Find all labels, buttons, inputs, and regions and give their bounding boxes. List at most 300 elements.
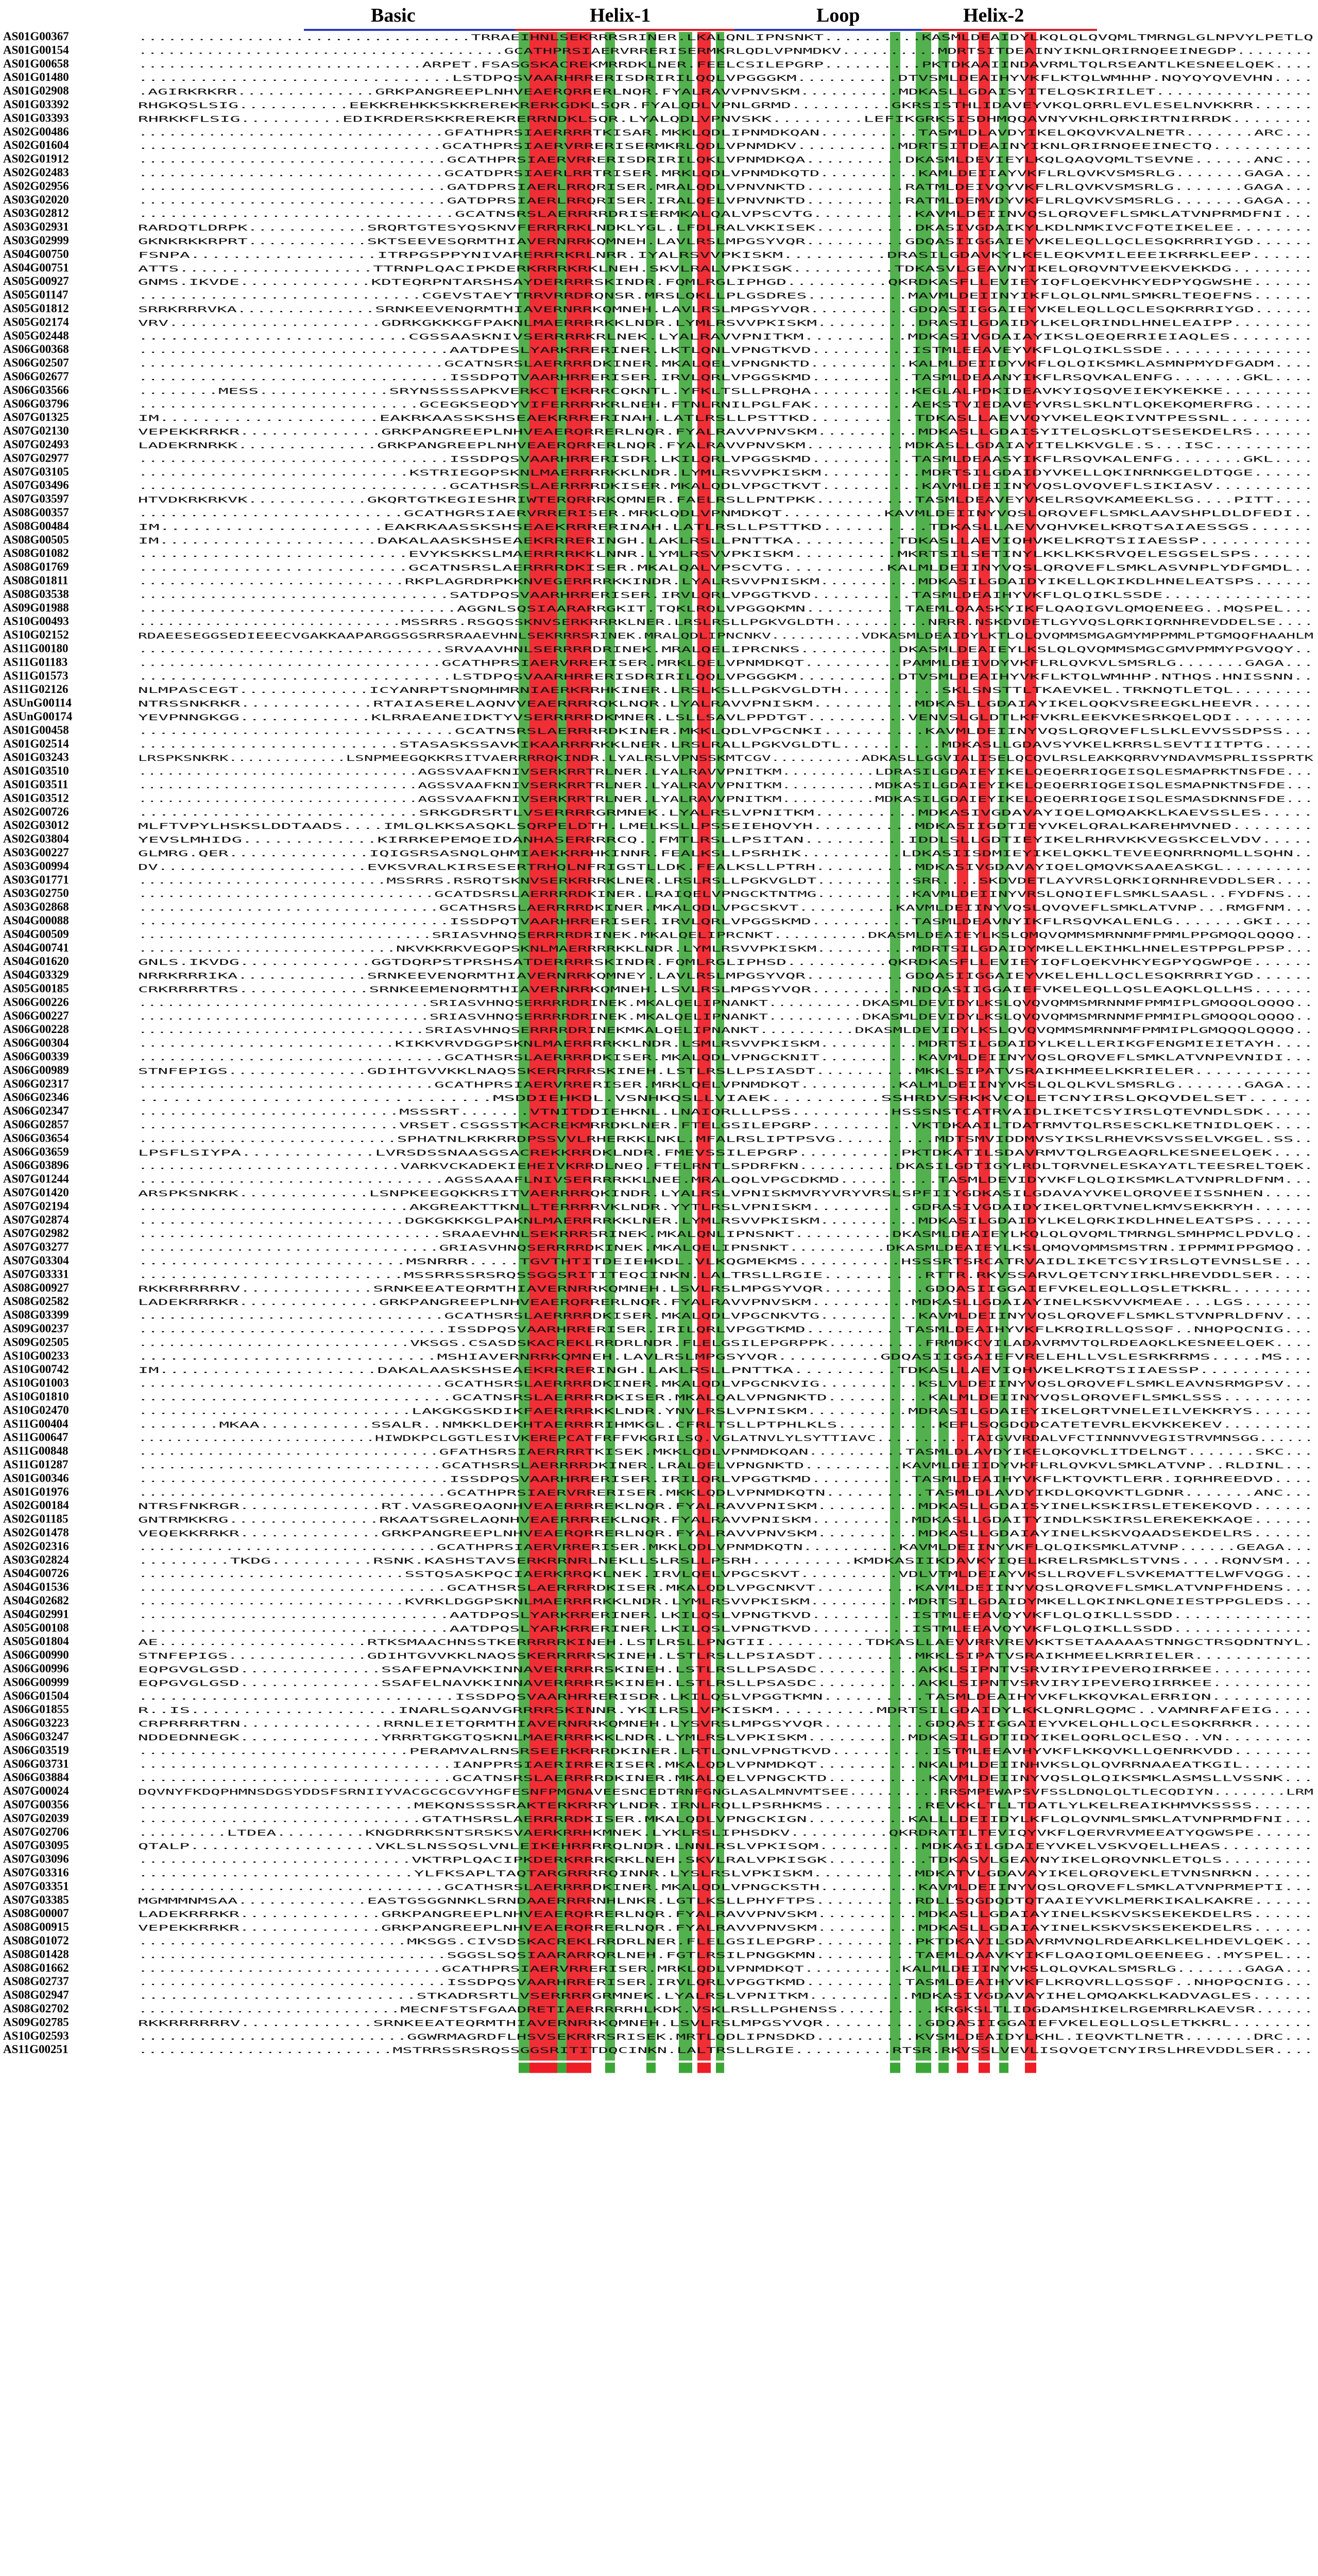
sequence-residues: RKKRRRRRRV.............SRNKEEATEQRMTHIAVERNRRKQMNEH.LSVLRSLMPGSYVQR..........GDQASIIGGAIEFVKELEQLLQSLETKKRL........	[138, 1283, 1313, 1294]
sequence-residues: NTRSFNKRGR..............RT.VASGREQAQNHVEAERRRREKLNQR.FYALRAVVPNISKM..........MDKASLLGDAISYINELKSKIRSLETEKEKQVD......	[138, 1501, 1313, 1512]
sequence-residues: MGMMMNMSAA.............EASTGSGGNNKLSRNDAAERRRRNHLNKR.LGTLKSLLPHYFTPS..........RDLLSQGDQDTQTAAIEYVKLMERKIKALKAKRE......	[138, 1895, 1313, 1906]
sequence-residues: VEQEKKRRKR..............GRKPANGREEPLNHVEAERQRRERLNQR.FYALRAVVPNVSKM..........MDKASLLGDAIAYINELKSKVQAADSEKDELRS......	[138, 1529, 1313, 1538]
sequence-residues: ...............................GCATNSRSLAERRRRDKINER.MKALQELVPNGCKTD..........KAVMLDEIINYVQSLQLQIKSMKLASMSLLVSSNK...	[138, 1773, 1313, 1784]
sequence-residues: ..........................MSSRRSSRSRQSSGGSRITITEQCINKN.LALTRSLLRGIE..........RTTR.RKVSSARVLQETCNYIRKLHREVDDLSER....	[138, 1270, 1313, 1280]
consensus-block	[938, 2063, 949, 2073]
consensus-block	[519, 2063, 529, 2073]
sequence-residues: AE.....................RTKSMAACHNSSTKERRRRRKINEH.LSTLRSLLPNGTII..........TDKASLLAEVVRRVREVKKTSETAAAAASTNNGCTRSQDNTNYL.	[138, 1637, 1313, 1648]
sequence-id: AS06G01855	[3, 1703, 69, 1716]
sequence-id: AS05G00927	[3, 275, 69, 288]
sequence-residues: ...........................DGKGKKKGLPAKNLMAERRRRKKLNER.LYMLRSVVPKISKM..........MDKASILGDAIDYLKELQRKIKDLHNELEATSPS......	[138, 1215, 1313, 1226]
sequence-residues: IM.....................EAKRKAASSKSHSEAEKRRRERINAH.LATLRSLLPSTTKD..........TDKASLLAEVVQHVKELKRQTSAIAESSGS......	[138, 522, 1313, 532]
sequence-id: AS08G01428	[3, 1947, 69, 1961]
sequence-id: AS01G01480	[3, 71, 69, 84]
sequence-id: AS06G03223	[3, 1716, 69, 1730]
sequence-id: AS01G03510	[3, 764, 69, 777]
consensus-block	[999, 2063, 1008, 2073]
sequence-id: AS04G00751	[3, 261, 69, 274]
sequence-residues: STNFEPIGS..............GDIHTGVVKKLNAQSSKERRRRRSKINEH.LSTLRSLLPSIASDT..........MKKLSIPATVSRAIKHMEELKKRIELER............	[138, 1066, 1313, 1076]
sequence-residues: STNFEPIGS..............GDIHTGVVKKLNAQSSKERRRRRSKINEH.LSTLRSLLPSIASDT..........MKKLSIPATVSRAIKHMEELKRRIELER............	[138, 1651, 1313, 1661]
sequence-id: AS10G00742	[3, 1363, 69, 1376]
sequence-id: AS02G01478	[3, 1526, 69, 1539]
consensus-block	[580, 2063, 591, 2073]
consensus-block	[543, 2063, 557, 2073]
sequence-id: AS05G01812	[3, 302, 69, 315]
sequence-id: AS01G00658	[3, 57, 69, 70]
sequence-residues: ...............................SRVAAVHNLSERRRRDRINEK.MRALQELIPRCNKS..........DKASMLDEAIEYLKSLQLQVQMMSMGCGMVPMMYPGVQQY..	[138, 645, 1313, 654]
sequence-id: AS07G01244	[3, 1172, 69, 1185]
sequence-residues: ................................AGGNLSQSIAARARRGKIT.TQKLRQLVPGGQKMN..........TAEMLQAASKYIKFLQAQIGVLQMQENEEG..MQSPEL...	[138, 603, 1313, 614]
sequence-residues: ...............................GCATHSRSLAERRRRDKISER.MKALQDLVPGCNKVTG..........KAVMLDEIINYVQSLQRQVEFLSMKLSTVNPRLDFNV...	[138, 1311, 1313, 1321]
sequence-residues: ...........................MEKQNSSSSRAKTERKRRRYLNDR.IRNLRQLLPSRHKMS..........REVKKLTLLTDATLYLKELREAIKHMVKSSSS......	[138, 1801, 1313, 1810]
sequence-id: AS02G03804	[3, 832, 69, 845]
sequence-residues: ...............................AATDPQSLYARKRRERINER.LKILQSLVPNGTKVD..........ISTMLEEAVQYVKFLQLQIKLLSSDD..............	[138, 1623, 1313, 1634]
sequence-id: AS11G01183	[3, 655, 68, 669]
sequence-id: ASUnG00174	[3, 710, 73, 723]
sequence-id: AS02G00486	[3, 125, 69, 138]
sequence-residues: ..........................MSNRRR.....TGVTHTITDEIEHKDL.VLKQGMEKMS..........HSSSRTSRCATRVAIDLIKETCSYIRSLQTEVNSLSE...	[138, 1257, 1313, 1266]
sequence-id: AS08G00007	[3, 1907, 69, 1920]
sequence-id: AS07G00024	[3, 1784, 69, 1798]
consensus-block	[716, 2063, 724, 2073]
consensus-block	[890, 2063, 900, 2073]
sequence-id: AS05G00108	[3, 1621, 69, 1634]
sequence-residues: GNMS.IKVDE.............KDTEQRPNTARSHSAYDERRRRSKINDR.FQMLRGLIPHGD..........QKRDKASFLLEVIEYIQFLQEKVHKYEDPYQGWSHE......	[138, 277, 1313, 287]
sequence-residues: ..........................STASASKSSAVKIKAARRRRKKLNER.LRSLRALLPGKVGLDTL..........MDKASLLGDAVSYVKELKRRSLSEVTIITPTG.....	[138, 739, 1313, 750]
sequence-id: AS05G01804	[3, 1635, 69, 1648]
sequence-id: AS02G01912	[3, 152, 69, 165]
sequence-residues: ...............................GCATHSRSLAERRRRDKINER.LRALQELVPNGNKTD..........KAVMLDEIIDYVKFLRLQVKVLSMKLATVNP..RLDINL...	[138, 1461, 1313, 1470]
sequence-id: AS08G00505	[3, 533, 69, 546]
sequence-residues: NDDEDNNEGK..............YRRRTGKGTQSKNLMAERRRRKKLNDR.LYMLRSLVPKISKM..........MDKASILGDTIDYIKELQQRLQCLESQ..VN.........	[138, 1733, 1313, 1742]
sequence-id: AS01G02514	[3, 737, 69, 750]
sequence-residues: ...............................ISSDPQSVAARHRRERISER.IRVLQRLVPGGTKMD..........TASMLDEAIHYVKFLKRQVRLLQSSQF..NHQPQCNIG...	[138, 1977, 1313, 1988]
sequence-residues: ...............................ISSDPQSVAARHRRERISER.IRILQRLVPGGTKMD..........TASMLDEAIHYVKFLKRQIRLLQSSQF..NHQPQCNIG...	[138, 1325, 1313, 1334]
sequence-residues: ..........................MSSSRT.......VTNITDDIEHKNL.LNAIQRLLLPSS..........HSSSNSTCATRVAIDLIKETCSYIRSLQTEVNDLSDK.....	[138, 1107, 1313, 1117]
sequence-id: AS03G02931	[3, 220, 69, 233]
sequence-id: AS08G01662	[3, 1961, 69, 1974]
sequence-residues: IM.....................DAKALAASKSHSEAEKRRRERINGH.LAKLRSLLPNTTKA..........TDKASLLAEVIQHVKELKRQTSIIAESSP...........	[138, 535, 1313, 546]
sequence-residues: RDAEESEGGSEDIEEECVGAKKAAPARGGSGSRRSRAAEVHNLSEKRRRSRINEK.MRALQDLIPNCNKV..........VDKASMLDEAIDYLKTLQLQVQMMSMGAGMYMPPMMLPTGMQQFHAAHLM	[138, 631, 1313, 641]
consensus-block	[979, 2063, 990, 2073]
sequence-id: AS06G03566	[3, 383, 69, 397]
sequence-id: AS11G00848	[3, 1444, 69, 1458]
sequence-id: AS03G02868	[3, 900, 69, 913]
sequence-residues: ...............................ISSDPQSVAARHRRERISER.IRILQRLVPGGTKMD..........TASMLDEAIHYVKFLKTQVKTLERR.IQRHREEDVD....	[138, 1474, 1313, 1484]
sequence-residues: ...............................GATDPRSIAERLRRQRISER.IRALQELVPNVNKTD..........RATMLDEMVDYVKFLRLQVKVSMSRLG.......GAGA...	[138, 195, 1313, 206]
sequence-residues: ...............................GCATHSRSLAERRRRDKINER.MKALQDLVPGCNKVIG..........KSLVLDEIINYVQSLQRQVEFLSMKLEAVNSRMGPSV...	[138, 1379, 1313, 1389]
sequence-residues: ...............................GCATHPRSIAERVRRERISER.MRKLQELVPNMDKQT..........PAMMLDEIVDYVKFLRLQVKVLSMSRLG.......GAGA...	[138, 658, 1313, 668]
consensus-block	[697, 2063, 711, 2073]
sequence-residues: ..........................GCATHGRSIAERVRRERISER.MRKLQDLVPNMDKQT..........KAVMLDEIINYVQSLQRQVEFLSMKLAAVSHPLDLDFEDI..	[138, 509, 1313, 518]
sequence-residues: ...............................GCATHPRSIAERVRRERISER.MRKLQDLVPNMDKQT..........KALMLDEIINYVKSLQLQVKALSMSRLG.......GAGA...	[138, 1963, 1313, 1974]
sequence-id: AS04G00726	[3, 1567, 69, 1580]
sequence-id: AS03G02020	[3, 193, 69, 206]
consensus-block	[646, 2063, 656, 2073]
sequence-id: AS06G00304	[3, 1036, 69, 1049]
sequence-id: AS10G02152	[3, 628, 69, 641]
sequence-id: AS06G03654	[3, 1131, 69, 1145]
sequence-id: AS01G00154	[3, 43, 69, 57]
sequence-residues: ...............................GCATHSRSLAERRRRDKISER.MKALQDLVPGCTKVT..........KAVMLDEIINYVQSLQVQVEFLSIKIASV..........	[138, 481, 1313, 492]
sequence-residues: ...............................GATDPRSIAERLRRQRISER.MRALQDLVPNVNKTD..........RATMLDEIVQYVKFLRLQVKVSMSRLG.......GAGA...	[138, 182, 1313, 192]
sequence-id: AS11G01287	[3, 1458, 69, 1471]
sequence-id: AS08G00357	[3, 506, 69, 519]
sequence-residues: DV.....................EVKSVRALKIRSESERTRHQLNFRIGSTLLDK.FEALKSLLPTRH..........MDKASIVGDAVAYIQELQMQVKSAAEASKGL.........	[138, 862, 1313, 872]
sequence-id: AS01G03511	[3, 778, 69, 791]
sequence-id: AS07G03331	[3, 1267, 69, 1281]
sequence-id: AS04G01536	[3, 1580, 69, 1594]
sequence-residues: ...........................VARKVCKADEKIEHEIVKRRDLNEQ.FTELRNTLSPDRFKN..........DKASILGDTIGYLRDLTQRVNELESKAYATLTEESRELTQEK.	[138, 1161, 1313, 1172]
sequence-residues: ...............................GRIASVHNQSERRRRDKINEK.MKALQELIPNSNKT..........DKASMLDEAIEYLKSLQMQVQMMSMSTRN.IPPMMIPPGMQQ..	[138, 1243, 1313, 1253]
sequence-id: AS06G03659	[3, 1145, 69, 1158]
sequence-id: AS07G02982	[3, 1227, 69, 1240]
sequence-residues: ...........................NKVKKRKVEGQPSKNLMAERRRRKKLNDR.LYMLRSVVPKISKM..........MDRTSILGDAIDYMKELLEKIHKLHNELESTPPGLPPSP...	[138, 943, 1313, 954]
sequence-id: AS08G03399	[3, 1308, 69, 1321]
region-label-helix-1: Helix-1	[590, 5, 651, 26]
sequence-residues: ............................GCEGKSEQDYVIFERRRRKRLNEH.FTNLRNILPGLFAK..........AEKSTVIEDAVEYVRSLSKLNTLQKEKQMERFRG......	[138, 399, 1313, 410]
sequence-residues: ..............................GCATHPRSIAERVRRERISER.MRKLQELVPNMDKQT..........KALMLDEIINYVKSLQLQLKVLSMSRLG.......GAGA...	[138, 1079, 1313, 1090]
sequence-id: AS06G02857	[3, 1118, 69, 1131]
sequence-residues: RKKRRRRRRV.............SRNKEEATEQRMTHIAVERNRRKQMNEH.LSVLRSLMPGSYVQR..........GDQASIIGGAIEFVKELEQLLQSLETKKRL........	[138, 2018, 1313, 2028]
sequence-id: AS08G02582	[3, 1295, 69, 1308]
sequence-id: AS07G03277	[3, 1240, 69, 1253]
sequence-id: AS07G03597	[3, 492, 69, 505]
sequence-residues: ...............................GCATHPRSIAERVRRERISER.MKKLQDLVPNMDKQTN..........TASMLDLAVDYIKDLQKQVKTLGDNR.......ANC...	[138, 1487, 1313, 1498]
sequence-residues: ...............................ISSDPQSVAARHRRERISDR.LKILQSLVPGGTKMN..........TASMLDEAIHYVKFLKKQVKALERRIQN..........	[138, 1691, 1313, 1702]
sequence-id: AS04G00088	[3, 914, 69, 927]
sequence-id: AS04G03329	[3, 968, 69, 981]
sequence-id: AS07G03496	[3, 479, 69, 492]
sequence-id: AS02G01604	[3, 139, 69, 152]
sequence-residues: VEPEKKRRKR..............GRKPANGREEPLNHVEAERQRRERLNQR.FYALRAVVPNVSKM..........MDKASLLGDAIAYINELKSKVSKSEKEKDELRS......	[138, 1923, 1313, 1933]
consensus-block	[605, 2063, 615, 2073]
consensus-block	[1025, 2063, 1036, 2073]
sequence-residues: ...........................SSTQSASKPQCIAERKRRQKLNEK.IRVLQELVPGCSKVT..........VDLVTMLDEIAYVKSLLRQVEFLSVKEMATTELWFVQGG...	[138, 1569, 1313, 1580]
sequence-id: AS01G00346	[3, 1471, 69, 1485]
sequence-id: AS08G01811	[3, 574, 69, 587]
sequence-residues: ...............................GCATHSRSLAERRRRDKISER.MKALQDLVPGCNKVT..........KAVMLDEIINYVQSLQRQVEFLSMKLATVNPFHDENS...	[138, 1583, 1313, 1593]
sequence-id: AS01G02908	[3, 84, 69, 97]
sequence-id: AS07G02706	[3, 1825, 69, 1838]
sequence-id: AS07G02874	[3, 1213, 69, 1226]
sequence-residues: ...........................STKADRSRTLVSERRRRGRMNEK.LYALRSLVPNITKM..........MDKASIVGDAVAYIHELQMQAKKLKADVAGLES......	[138, 1991, 1313, 2001]
sequence-residues: ...............................SRIASVHNQSERRRRDRINEK.MKALQELIPRCNKT..........DKASMLDEAIEYLKSLQMQVQMMSMRNNMFPMMLPPGMQQLQQQQ..	[138, 930, 1313, 940]
consensus-block	[957, 2063, 968, 2073]
sequence-id: AS06G02507	[3, 356, 69, 369]
sequence-residues: ..........................MSSRRS.RSRQTSKNVSERKRRRKLNER.LRSLRSLLPGKVGLDT..........SRR....SKDVDETLAYVRSLQRKIQRNHREVDDLSER....	[138, 875, 1313, 886]
sequence-id: AS06G00228	[3, 1023, 69, 1036]
sequence-id: AS05G01147	[3, 288, 69, 301]
sequence-id: AS06G03896	[3, 1159, 69, 1172]
sequence-residues: ..........................CGSSAASKNIVSERRRRKRLNEK.LYALRAVVPNITKM..........MDKASIVGDAIAYIKSLQEQERRIEIAQLES........	[138, 331, 1313, 342]
sequence-residues: ...........................SRKGDRSRTLVSERRRRGRMNEK.LYALRSLVPNITKM..........MDKASIVGDAVAYIQELQMQAKKLKAEVSSLES.....	[138, 807, 1313, 818]
sequence-id: AS01G00458	[3, 723, 69, 737]
sequence-residues: LRSPKSNKRK.............LSNPMEEGQKKRSITVAERRRRQKINDR.LYALRSLVPNSSKMTCGV..........ADKASLLGGVIALISELQCQVLRSLEAKKQRRVYNDAVMSPRLISSPRTK	[138, 753, 1314, 764]
sequence-residues: ...........................VKTRPLQACIPKDERKRRRKRKLNEH.SKVLRALVPKISGK..........TDKASVLGEAVNYIKELQRQVNKLETQLS.........	[138, 1855, 1313, 1865]
sequence-residues: NTRSSNKRKR.............RTAIASERELAQNVVEAERRRRQKLNQR.LYALRAVVPNISKM..........MDKASLLGDAIAYIKELQQKVSREEGKLHEEVR......	[138, 699, 1313, 709]
region-label-basic: Basic	[371, 5, 416, 26]
sequence-residues: ...............................GCATNSRSLAERRRRDRISERMKALQALVPSCVTG..........KAVMLDEIINVQSLQRQVEFLSMKLATVNPRMDFNI...	[138, 209, 1313, 219]
sequence-id: AS08G01769	[3, 560, 69, 573]
sequence-residues: .............................MSHIAVERNRRKQMNEH.LAVLRSLMPGSYVQR..........GDQASIIGGAIEFVRELEHLLVSLESRKRRMS.....MS...	[138, 1351, 1313, 1362]
sequence-residues: ...............................SRIASVHNQSERRRRDRINEK.MKALQELIPNANKT..........DKASMLDEVIDYLKSLQVQVQMMSMRNNMFPMMIPLGMQQQLQQQQ..	[138, 1011, 1313, 1022]
sequence-residues: QTALP..................VKLSLNSSQSLVNLEIKEHRRRRQLNDR.LNNLRSLVPKISQM..........MDKAGILGDAIEYVKELVSKVQELLHEAS.........	[138, 1841, 1313, 1852]
sequence-id: AS02G02483	[3, 166, 69, 179]
sequence-id: AS02G03012	[3, 819, 69, 832]
sequence-residues: ........MESS.............SRYNSSSSAPKVERKCTEKRRRCQKNTL.YFKLTSLLPRQHA..........KEGLALPDKIDEAVKYIQSQVEIEKYKEKKE.........	[138, 386, 1313, 396]
sequence-residues: ...............................SRAAEVHNLSEKRRRSRINEK.MKALQNLIPNSNKT..........DKASMLDEAIEYLKQLQLQVQMLTMRNGLSMHPMCLPDVLQ..	[138, 1229, 1313, 1240]
sequence-id: AS01G00367	[3, 30, 69, 43]
sequence-id: AS03G02999	[3, 234, 69, 247]
sequence-id: AS08G02702	[3, 2002, 69, 2015]
sequence-residues: GKNKRKKRPRT............SKTSEEVESQRMTHIAVERNRRKQMNEH.LAVLRSLMPGSYVQR..........GDQASIIGGAIEYVKELEQLLQCLESQKRRRIYGD......	[138, 236, 1313, 246]
sequence-residues: MLFTVPYLHSKSLDDTAADS....IMLQLKKSASQKLSQRPELDTH.LMELKSLLPSSEIEHQVYH..........MDKASIIGDTIEYVKELQRALKAREHMVNED........	[138, 821, 1313, 832]
sequence-residues: GNTRMKKRG...............RKAATSGRELAQNHVEAERRRREKLNQR.FYALRAVVPNISKM..........MDKASLLGDAITYINDLKSKIRSLEREKEKKAQE......	[138, 1515, 1313, 1525]
sequence-id: AS08G03538	[3, 587, 69, 601]
sequence-id: AS07G03316	[3, 1866, 69, 1879]
sequence-residues: ..........................GCATNSRSLAERRRRDKISER.MKALQALVPSCVTG..........KALMLDEIINYVQSLQRQVEFLSMKLASVNPLYDFGMDL..	[138, 563, 1313, 573]
sequence-residues: ..........................MSTRRSSRSRQSSGGSRITITDQCINKN.LALTRSLLRGIE..........RTSR.RKVSSLVEVLISQVQETCNYIRSLHREVDDLSER....	[138, 2045, 1313, 2056]
sequence-residues: ..........................EVYKSKKSLMAERRRRKKLNNR.LYMLRSVVPKISKM..........MKRTSILSETINYLKKLKKSRVQELESGSELSPS......	[138, 549, 1313, 560]
sequence-residues: ...............................GCATHSRSLAERRRRDKISER.MKALQDLVPNGCKNIT..........KAVMLDEIINYVQSLQRQVEFLSMKLATVNPEVNIDI...	[138, 1053, 1313, 1062]
sequence-id: AS11G00404	[3, 1417, 69, 1430]
sequence-residues: ATTS...................TTRNPLQACIPKDERKRRRKRKLNEH.SKVLRALVPKISGK..........TDKASVLGEAVNYIKELQRQVNTVEEKVEKKDG........	[138, 263, 1313, 274]
sequence-residues: ..............................AGSSVAAFKNIVSERKRRTRLNER.LYALRAVVPNITKM..........MDKASILGDAIEYIKELQEQERRIQGEISQLESMASDKNNSFDE...	[138, 794, 1313, 804]
sequence-residues: GNLS.IKVDG.............GGTDQRPSTPRSHSATDERRRRSKINDR.FQMLRGLIPHSD..........QKRDKASFLLEVIEYIQFLQEKVHKYEGPYQGWPQE......	[138, 957, 1313, 968]
sequence-residues: ...............................SGGSLSQSIAARARRQRLNEH.FGTLRSILPNGGKMN..........TAEMLQAAVKYIKFLQAQIQMLQEENEEG..MYSPEL...	[138, 1950, 1313, 1960]
sequence-id: AS02G00184	[3, 1499, 69, 1512]
sequence-residues: ..............................AGSSVAAFKNIVSERKRRTRLNER.LYALRAVVPNITKM..........LDRASILGDAIEYIKELQEQERRIQGEISQLESMAPRKTNSFDE...	[138, 767, 1313, 777]
sequence-id: AS06G00999	[3, 1675, 69, 1689]
sequence-residues: CRKRRRRTRS.............SRNKEEMENQRMTHIAVERNRRKQMNEH.LSVLRSLMPGSYVQR..........NDQASIIGGAIEFVKELEQLLQSLEAQKLQLLHS......	[138, 985, 1313, 994]
sequence-id: AS06G03731	[3, 1757, 69, 1770]
sequence-id: AS08G01072	[3, 1934, 69, 1947]
sequence-residues: ...............................GCATDPRSIAERLRRTRISER.MRKLQDLVPNMDKQTD..........KAMLDEIIAYVKFLRLQVKVSMSRLG.......GAGA...	[138, 168, 1313, 178]
sequence-id: AS07G02493	[3, 438, 69, 451]
sequence-id: AS07G03095	[3, 1839, 69, 1852]
sequence-residues: ...............................GCATDSRSLAERRRRDKINER.LRAIQELVPNGCKTNTMG..........KAVMLDEIINYVRSLQNQIEFLSMKLSAASL..FYDFNS...	[138, 889, 1313, 900]
sequence-residues: ...............................GCATHSRSLAERRRRDKINER.MKALQDLVPGCSKVT..........KAVMLDEIINYVQSLQVQVEFLSMKLATVNP...RMGFNM...	[138, 903, 1313, 913]
sequence-residues: ...............................GCATHSRSLAERRRRDKINER.MKALQDLVPNGCKSTH..........KAVMLDEIINYVQSLQRQVEFLSMKLATVNPRMEPTI...	[138, 1882, 1313, 1892]
sequence-id: AS06G02317	[3, 1077, 69, 1090]
sequence-id: AS05G02174	[3, 315, 69, 329]
sequence-id: AS07G03105	[3, 465, 69, 478]
sequence-residues: LADEKRRRKR..............GRKPANGREEPLNHVEAERQRRERLNQR.FYALRAVVPNVSKM..........MDKASLLGDAIAYINELKSKVSKSEKEKDELRS......	[138, 1909, 1313, 1920]
sequence-id: AS08G00484	[3, 519, 69, 533]
sequence-id: AS03G01771	[3, 873, 69, 886]
sequence-id: AS11G01573	[3, 669, 69, 682]
sequence-residues: ..........................VRSET.CSGSSTKACREKMRRDKLNER.FTELGSILEPGRP..........VKTDKAAILTDATRMVTQLRSESCKLKETNIDLQEK....	[138, 1121, 1313, 1130]
sequence-id: AS09G02505	[3, 1335, 69, 1349]
sequence-id: AS06G00368	[3, 343, 69, 356]
consensus-block	[916, 2063, 931, 2073]
sequence-residues: VRV.....................GDRKGKKKGFPAKNLMAERRRRKKLNDR.LYMLRSVVPKISKM..........DRASILGDAIDYLKELQRINDLHNELEAIPP........	[138, 318, 1313, 328]
sequence-id: AS10G02470	[3, 1403, 69, 1417]
sequence-residues: ...............................GFATHSRSIAERRRRTKISEK.MKKLQDLVPNMDKQAN..........TASMLDLAVDYIKELQKQVKLITDELNGT.......SKC...	[138, 1447, 1313, 1457]
sequence-id: AS01G01976	[3, 1485, 69, 1498]
sequence-residues: ..................................TRRAEIHNLSEKRRRSRINER.LKALQNLIPNSNKT..........KASMLDEAIDYLKQLQLQVQMLTMRNGLGLNPVYLPETLQ	[138, 32, 1313, 42]
sequence-residues: ...............................GCATNSRSLAERRRRDKISER.MKALQALVPNGNKTD..........KALMLDEIINYVQSLQRQVEFLSMKLSSS.........	[138, 1393, 1313, 1402]
sequence-id: AS02G00726	[3, 805, 69, 818]
sequence-residues: IM.....................EAKRKAASSKSHSEAEKRRRERINAH.LATLRSLLPSTTKD..........TDKASLLAEVVQYVKELEQKIVNTPESSNL........	[138, 413, 1313, 423]
sequence-id: AS01G03243	[3, 751, 69, 764]
sequence-residues: ...........................AKGREAKTTKNLLTERRRRVKLNDR.YYTLRSLVPNISKM..........GDRASIVGDAIDYIKELQRTVNELKMVSEKKRYH......	[138, 1202, 1313, 1212]
sequence-residues: ..........................SPHATNLKRKRRDPSSVVLRHERKKLNKL.MFALRSLIPTPSVG..........MDTSMVIDDMVSYIKSLRHEVKSVSSELVKGEL.SS..	[138, 1134, 1313, 1144]
sequence-id: AS06G00226	[3, 995, 69, 1009]
sequence-residues: ...........................LAKGKGSKDIKFAERRRRKKLNDR.YNVLRSLVPNISKM..........MDRASILGDAIEYIKELQRTVNELEILVEKKRYS......	[138, 1406, 1313, 1416]
sequence-residues: EQPGVGLGSD..............SSAFEPNAVKKINNAVERRRRRSKINEH.LSTLRSLLPSASDC..........AKKLSIPNTVSRVIRYIPEVERQIRRKEE..........	[138, 1665, 1313, 1674]
sequence-residues: ...........................PERAMVALRNSRSEERKRRRDKINER.LRTLQNLVPNGTKVD..........ISTMLEEAVHYVKFLKKQVKLLQENRKVDD........	[138, 1746, 1313, 1756]
consensus-block	[679, 2063, 692, 2073]
sequence-residues: FSNPA..................ITRPGSPPYNIVARERRRKRLNRR.IYALRSVVPKISKM..........DRASILGDAVKYLKELEQKVMILEEEIKRRKLEEP......	[138, 250, 1313, 260]
sequence-id: AS08G00927	[3, 1281, 69, 1294]
sequence-residues: ................................MSDDIEHKDL.VSNHKQSLLVIAEK..........SSHRDVSRKKVCQLETCNYIRSLQKQVDELSET......	[138, 1093, 1313, 1104]
region-label-helix-2: Helix-2	[963, 5, 1024, 26]
sequence-id: AS03G02824	[3, 1553, 69, 1566]
sequence-id: AS07G03304	[3, 1254, 69, 1267]
sequence-id: AS08G01082	[3, 547, 69, 560]
sequence-residues: ...............................AGSSAAAFLNIVSERRRRKKLNEE.MRALQQLVPGCDKMD..........TASMLDEVIDYVKFLQLQIKSMKLATVNPRLDFNM...	[138, 1175, 1313, 1185]
sequence-residues: ............................CGEVSTAEYTRRVRRDRQNSR.MRSLQKLLPLGSDRES..........MAVMLDEIINYIKFLQLQLNMLSMKRLTEQEFNS......	[138, 291, 1313, 301]
sequence-id: AS10G00493	[3, 615, 69, 628]
sequence-id: AS11G00251	[3, 2043, 69, 2056]
sequence-residues: ...........................GGWRMAGRDFLHSVSEKRRRSRISEK.MRTLQDLIPNSDKD..........KVSMLDEAIDYLKHL.IEQVKTLNETR.......DRC...	[138, 2031, 1313, 2042]
sequence-residues: HTVDKRKRKVK............GKQRTGTKEGIESHRIWTERQRRRKQMNER.FAELRSLLPNTPKK..........TASMLDEAVEYVKELRSQVKAMEEKLSG....PITT....	[138, 495, 1313, 505]
consensus-block	[567, 2063, 580, 2073]
sequence-id: AS01G03392	[3, 98, 69, 111]
sequence-residues: ...............................ISSDPQTVAARHRRERISER.IRVLQRLVPGGSKMD..........TASMLDEAVNYIKFLRSQVKALENLG.......GKI....	[138, 917, 1313, 926]
sequence-residues: ...............................SRIASVHNQSERRRRDRINEK.MKALQELIPNANKT..........DKASMLDEVIDYLKSLQVQVQMMSMRNNMFPMMIPLGMQQQLQQQQ..	[138, 998, 1313, 1008]
sequence-residues: LPSFLSIYPA.............LVRSDSSNAASGSACREKKRRDKLNDR.FMEVSSILEPGRP..........PKTDKATILSDAVRMVTQLRGEAQRLKESNEELQEK....	[138, 1147, 1313, 1158]
sequence-id: AS06G01504	[3, 1689, 69, 1702]
sequence-id: AS03G00994	[3, 859, 69, 873]
sequence-residues: ...............................LSTDPQSVAARHRRERISDRIRILQQLVPGGGKM..........DTVSMLDEAIHYVKFLKTQLWMHHP.NTHQS.HNISSNN..	[138, 671, 1313, 682]
sequence-residues: VEPEKKRRKR..............GRKPANGREEPLNHVEAERQRRERLNQR.FYALRAVVPNVSKM..........MDKASLLGDAISYITELQSKLQTSESEKDELRS......	[138, 427, 1313, 437]
sequence-id: AS11G00647	[3, 1431, 69, 1444]
sequence-id: ASUnG00114	[3, 696, 72, 709]
sequence-residues: ..........................KIKKVRVDGGPSKNLMAERRRRKKLNDR.LSMLRSVVPKISKM..........MDRTSILGDAIDYLKELLERIKGFENGMIEIETAYH....	[138, 1039, 1313, 1049]
sequence-residues: ...........................YLFKSAPLTAQTARGRRRRQINNR.LYSLRSLVPKISKM..........MDKATVLGDAVAYIKELQRQVEKLETVNSNRKN......	[138, 1869, 1313, 1878]
sequence-id: AS05G02448	[3, 329, 69, 342]
sequence-id: AS07G01325	[3, 411, 69, 424]
sequence-id: AS04G00741	[3, 941, 69, 954]
sequence-residues: NRRKRRRIKA.............SRNKEEVENQRMTHIAVERNRRKQMNEY.LAVLRSLMPGSYVQR..........GDQASIIGGAIEYVKELEHLLQCLESQKRRRIYGD......	[138, 971, 1313, 981]
sequence-id: AS03G00227	[3, 846, 69, 859]
sequence-residues: ...........................RKPLAGRDRPKKNVEGERRRRKKINDR.LYALRSVVPNISKM..........MDKASILGDAIDYIKELLQKIKDLHNELEATSPS......	[138, 577, 1313, 586]
sequence-residues: ...........................KVRKLDGGPSKNLMAERRRRKKLNDR.LYMLRSVVPKISKM..........MDRTSILGDAIDYMKELLQKINKLQNEIESTPPGLEDS...	[138, 1597, 1313, 1606]
sequence-id: AS08G00915	[3, 1920, 69, 1934]
sequence-residues: EQPGVGLGSD..............SSAFELNAVKKINNAVERRRRRSKINEH.LSTLRSLLPSASDC..........AKKLSIPNTVSRVIRYIPEVERQIRRKEE..........	[138, 1678, 1313, 1688]
sequence-residues: ...........................KSTRIEGQPSKNLMAERRRRKKLNDR.LYMLRSVVPKISKM..........MDRTSILGDAIDYVKELLQKINRNKGELDTQGE......	[138, 467, 1313, 478]
sequence-residues: ...............................SATDPQSVAARHRRERISER.IRVLQRLVPGGTKVD..........TASMLDEAIHYVKFLQLQIKLSSDE...............	[138, 590, 1313, 600]
sequence-id: AS07G03096	[3, 1852, 69, 1866]
sequence-id: AS05G00185	[3, 982, 69, 995]
sequence-residues: ...............................GCATHPRSIAERVRRERISER.MKKLQDLVPNMDKQTN..........KAVMLDEIINYVKFLQLQIKSMKLATVNP......GEAGA...	[138, 1542, 1313, 1552]
sequence-residues: LADEKRNRKK..............GRKPANGREEPLNHVEAERQRRERLNQR.FYALRAVVPNVSKM..........MDKASLLGDAIAYITELKKVGLE.S...ISC..........	[138, 440, 1313, 450]
sequence-id: AS07G02977	[3, 451, 69, 465]
sequence-residues: ARSPKSNKRK.............LSNPKEEGQKKRSITVAERRRRQKINDR.LYALRSLVPNISKMVRYVRYVRSLSPFIIYGDKASILGDAVAYVKELQRQVEEISSNHEN.....	[138, 1189, 1313, 1198]
sequence-id: AS07G02039	[3, 1811, 69, 1825]
sequence-id: AS02G02316	[3, 1539, 69, 1553]
sequence-id: AS06G02347	[3, 1104, 69, 1117]
sequence-id: AS06G03884	[3, 1771, 69, 1784]
sequence-id: AS10G01003	[3, 1376, 69, 1389]
sequence-residues: ............................MSSRRS.RSGQSSKNVSERKRRRKLNER.LRSLRSLLPGKVGLDTH..........NRRR.NSKDVDETLGYVQSLQRKIQRNHREVDDELSE....	[138, 617, 1313, 628]
sequence-id: AS04G00509	[3, 927, 69, 941]
sequence-residues: RARDQTLDRPK............SRQRTGTESYQSKNVFERRRRKLNDKLYGL.LFDLRALVKKISEK..........DKASIVGDAIKYLKDLNMKIVCFQTEIKELEE........	[138, 223, 1313, 233]
sequence-id: AS02G01185	[3, 1512, 69, 1526]
sequence-residues: .........LTDEA.........KNGDRRKSNTSRSKSVAERKRRHKMNEK.LYKLRSLIPHSDKV..........QKRDRATILTEVIQYVKFLQERVRVMEEATYQGWSPE......	[138, 1827, 1313, 1838]
sequence-id: AS09G00237	[3, 1322, 69, 1335]
sequence-id: AS04G01620	[3, 955, 69, 968]
sequence-id: AS08G02737	[3, 1975, 69, 1988]
sequence-residues: ............................VKSGS.CSASDSKACREKLRRDRLNDR.FLELGSILEPGRPPK..........FRMDKCVILADAVRMVTQLRDEAQKLKESNEELQEK....	[138, 1338, 1313, 1348]
sequence-residues: GLMRG.QER..............IQIGSRSASNQLQHMIAEKKRRHKINNR.FEALKSLLPSRHIK..........LDKASIISDMIEYIKELQKKLTEVEEQNRRNQMLLSQHN..	[138, 849, 1313, 858]
consensus-block	[557, 2063, 567, 2073]
sequence-residues: ...............................LSTDPQSVAARHRRERISDRIRILQQLVPGGGKM..........DTVSMLDEAIHYVKFLKTQLWMHHP.NQYQYQVEVHN....	[138, 73, 1313, 83]
consensus-block	[529, 2063, 543, 2073]
sequence-residues: ........MKAA...........SSALR..NMKKLDEKHTAERRRRIHMKGL.CFRLTSLLPTPHLKLS..........KEFLSQGDQDCATETEVRLEKVKKEKEV.........	[138, 1419, 1313, 1430]
sequence-residues: ...............................GCATNSRSLAERRRRDKINER.MKALQELVPNGNKTD..........KALMLDEIIDYVKFLQLQIKSMKLASMNPMYDFGADM....	[138, 359, 1313, 369]
sequence-id: AS06G00989	[3, 1063, 69, 1077]
sequence-id: AS06G00996	[3, 1662, 69, 1675]
sequence-residues: ...............................GCATNSRSLAERRRRDKINER.MKKLQDLVPGCNKI..........KAVMLDEIINYVQSLQRQVEFLSLKLEVVSSDPSS...	[138, 726, 1313, 736]
sequence-residues: ............................GTATHSRSLAERRRRDKISER.MKALQDLVPNGCKIGN..........KALLLDEIIDYLKFLQLQVNMLSMKLATVNPRMDFNI...	[138, 1814, 1313, 1824]
sequence-residues: .AGIRKRKRR..............GRKPANGREEPLNHVEAERQRRERLNQR.FYALRAVVPNVSKM..........MDKASLLGDAISYITELQSKIRILET................	[138, 87, 1313, 97]
sequence-residues: ...............................IANPPRSIAERIRRERISER.MKALQDLVPNMDKQT..........NKALMLDEIINHVKSLQLQVRRNAAEATKGIL.......	[138, 1759, 1313, 1770]
sequence-id: AS06G00990	[3, 1648, 69, 1662]
sequence-residues: ......................................GCATHPRSIAERVRRERISERMKRLQDLVPNMDKV..........MDRTSITDEAINYIKNLQRIRNQEEINEGDP........	[138, 46, 1313, 56]
sequence-id: AS06G00339	[3, 1050, 69, 1063]
sequence-id: AS03G02750	[3, 887, 69, 900]
sequence-id: AS11G00180	[3, 642, 69, 655]
sequence-residues: ...........................MKSGS.CIVSDSKACREKLRRDRLNER.FLELGSILEPGRP..........PKTDKAVILGDAVRMVNQLRDEARKLKELHDEVLQEK...	[138, 1937, 1313, 1946]
sequence-id: AS06G03247	[3, 1730, 69, 1743]
sequence-residues: ...............................GCATHPRSIAERVRRERISDRIRILQKLVPNMDKQA..........DKASMLDEVIEYLKQLQAQVQMLTSEVNE......ANC...	[138, 155, 1313, 165]
sequence-id: AS06G00227	[3, 1009, 69, 1022]
sequence-id: AS07G00356	[3, 1798, 69, 1811]
sequence-id: AS10G00233	[3, 1349, 69, 1362]
sequence-residues: IM.....................DAKALAASKSHSEAEKRRRERINGH.LAKLRSLLPNTTKA..........TDKASLLAEVIQHVKELKRQTSIIAESSP...........	[138, 1365, 1313, 1376]
sequence-residues: ...............................AATDPQSLYARKRRERINER.LKILQSLVPNGTKVD..........ISTMLEEAVQYVKFLQLQIKLLSSDD..............	[138, 1610, 1313, 1620]
sequence-residues: R..IS....................INARLSQANVGRRRRSKINNR.YKILRSLVPKISKM..........MDRTSILGDAIDYLKKLQNRLQQMC..VAMNRFAFEIG....	[138, 1705, 1313, 1716]
sequence-residues: CRPRRRRTRN..............RRNLEIETQRMTHIAVERNRRKQMNEH.LYSVRSLMPGSYVQR..........GDQASIIGGAIEYVKELQHLLQCLESQKRRKR......	[138, 1719, 1313, 1729]
sequence-residues: ...............................ISSDPQSVAARHRRERISDR.LKILQRLVPGGSKMD..........TASMLDEAASYIKFLRSQVKALENFG.......GKL....	[138, 454, 1313, 464]
sequence-residues: ...............................ISSDPQTVAARHRRERISER.IRVLQRLVPGGSKMD..........TASMLDEAANYIKFLRSQVKALENFG.......GKL....	[138, 372, 1313, 382]
sequence-residues: .............................ARPET.FSASGSKACREKMRRDKLNER.FEELCSILEPGRP..........PKTDKAAIINDAVRMLTQLRSEANTLKESNEELQEK....	[138, 59, 1313, 70]
sequence-residues: ..............................SRIASVHNQSERRRRDRINEKMKALQELIPNANKT..........DKASMLDEVIDYLKSLQVQVQMMSMRNNMFPMMIPLGMQQQLQQQQ..	[138, 1025, 1313, 1036]
alignment-rows	[3, 30, 1314, 2056]
sequence-residues: YEVSLMHIDG.............KIRRKEPEMQEIDANHASERRRRCQ..FMTLRSLLPSITAN..........IDDLSLLGDTIEYIKELRHRVKKVEGSKCELVDV.....	[138, 835, 1313, 845]
sequence-residues: ..............................GCATHPRSIAERVRRERISERMKRLQDLVPNMDKV..........MDRTSITDEAINYIKNLQRIRNQEEINECTQ..........	[138, 141, 1313, 151]
region-label-loop: Loop	[816, 5, 860, 26]
sequence-id: AS09G02785	[3, 2015, 69, 2029]
sequence-id: AS10G01810	[3, 1390, 69, 1403]
sequence-residues: YEVPNNGKGG.............KLRRAEANEIDKTYVSERRRRRDKMNER.LSLLSAVLPPDTGT..........VENVSLGLDTLKFVKRLEEKVKESRKQELQDI........	[138, 713, 1313, 722]
sequence-residues: SRRKRRRVKA..............SRNKEEVENQRMTHIAVERNRRKQMNEH.LAVLRSLMPGSYVQR..........GDQASIIGGAIEYVKELEQLLQCLESQKRRRIYGD......	[138, 304, 1313, 314]
sequence-id: AS07G01420	[3, 1186, 69, 1199]
sequence-id: AS07G03351	[3, 1879, 69, 1893]
sequence-id: AS06G03519	[3, 1743, 69, 1757]
sequence-id: AS10G02593	[3, 2029, 69, 2042]
sequence-id: AS07G03385	[3, 1893, 69, 1906]
sequence-id: AS04G02682	[3, 1594, 69, 1607]
sequence-residues: DQVNYFKDQPHMNSDGSYDDSFSRNIIYVACGCGCGVYHGFESNFPMGNAVEESNCEDTRNFGNGLASALMNVMTSEE..........RRSMPEWAPSVFSSLDNQLQLTLECQDIYN........LRM	[138, 1787, 1313, 1797]
sequence-id: AS01G03512	[3, 791, 69, 805]
sequence-id: AS11G02126	[3, 683, 69, 696]
sequence-id: AS06G02677	[3, 370, 69, 383]
